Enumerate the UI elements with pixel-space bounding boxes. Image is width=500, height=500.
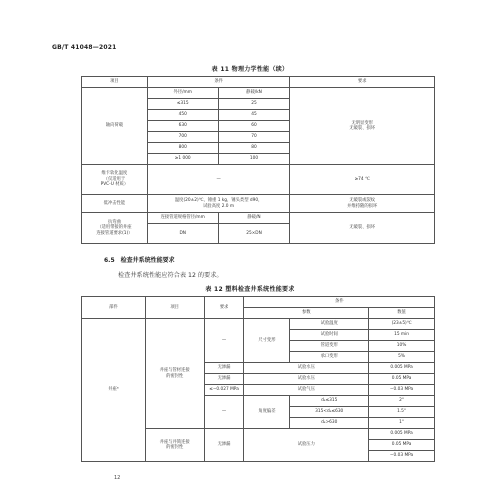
group1-dash: — [204,319,244,363]
impact-cond: 温度(20±2)℃，锤重 1 kg，锤头类型 d90， 试验高度 2.0 m [147,195,290,213]
group1-item: 井座与管材连接 的密封性 [145,319,204,429]
vicat-cond: — [147,165,290,195]
table-cell: ≥1 000 [147,154,218,165]
table-cell: 315<dₑ≤630 [290,407,369,418]
col-param-header: 参数 [244,308,369,319]
table-cell: 承口变形 [290,352,369,363]
table-cell: 80 [218,143,290,154]
table-cell: 60 [218,121,290,132]
col-part-header: 部件 [82,297,146,319]
section-heading: 6.5 检查井系统性能要求 [104,257,175,264]
table-cell: ≤−0.027 MPa [204,385,244,396]
axial-req: 无明显变形 无破裂、损坏 [290,88,435,165]
table-cell: −0.03 MPa [369,385,435,396]
ring-item: 抗弯曲 （适用带接的井座 连接管道要求(1)） [82,213,148,244]
col-item-header: 项目 [145,297,204,319]
col-cond-header: 条件 [244,297,435,308]
standard-header: GB/T 41048—2021 [52,44,117,51]
table-cell: 试验温度 [290,319,369,330]
table-cell: 700 [147,132,218,143]
group2-req: 无渗漏 [204,429,244,462]
col-req-header: 要求 [204,297,244,319]
table-cell: 0.005 MPa [369,363,435,374]
table-cell: −0.03 MPa [369,451,435,462]
table-cell: 1.5° [369,407,435,418]
group1-deform: 尺寸变形 [244,319,290,363]
angle-dash: — [204,396,244,429]
impact-req: 无破裂或裂纹 并维持随的损坏 [290,195,435,213]
table-cell: 0.05 MPa [369,374,435,385]
angle-label: 角度偏差 [244,396,290,429]
table-cell: 45 [218,110,290,121]
col-item-header: 项目 [82,77,148,88]
table-12-caption: 表 12 塑料检查井系统性能要求 [205,286,295,293]
table-12 [81,296,435,462]
ring-subhead-load: 静载/N [218,213,290,224]
table-cell: 450 [147,110,218,121]
table-cell: 100 [218,154,290,165]
group2-param: 试验压力 [244,429,369,462]
table-cell: 1° [369,418,435,429]
table-cell: 试验气压 [244,385,369,396]
table-cell: 630 [147,121,218,132]
table-11-caption: 表 11 物理力学性能（续） [211,66,289,73]
table-cell: 试验水压 [244,374,369,385]
table-cell: dₑ>630 [290,418,369,429]
col-value-header: 数值 [369,308,435,319]
table-cell: 10% [369,341,435,352]
table-cell: 0.05 MPa [369,440,435,451]
impact-item: 低冲击性能 [82,195,148,213]
vicat-req: ≥74 ℃ [290,165,435,195]
table-cell: 70 [218,132,290,143]
table-cell: 试验水压 [244,363,369,374]
axial-load-item: 轴向荷载 [82,88,148,165]
table-cell: 15 min [369,330,435,341]
table-cell: 25 [218,99,290,110]
table-cell: 无渗漏 [204,374,244,385]
table-cell: 无渗漏 [204,363,244,374]
table-cell: 0.005 MPa [369,429,435,440]
table-cell: 试验时间 [290,330,369,341]
table-cell: 5% [369,352,435,363]
page-number: 12 [114,475,121,481]
subhead-dn: 外径/mm [147,88,218,99]
table-cell: DN [147,224,218,244]
table-cell: dₑ≤315 [290,396,369,407]
table-cell: (23±5)℃ [369,319,435,330]
col-req-header: 要求 [290,77,435,88]
section-paragraph: 检查井系统性能应符合表 12 的要求。 [118,272,223,279]
ring-req: 无破裂、损坏 [290,213,435,244]
table-cell: ≤315 [147,99,218,110]
table-cell: 25×DN [218,224,290,244]
table-cell: 800 [147,143,218,154]
table-cell: 管道变形 [290,341,369,352]
table-11 [81,76,435,244]
part-name: 井座ᵃ [82,319,146,462]
ring-subhead-pipe: 连接管道规格管径/mm [147,213,218,224]
vicat-item: 维卡软化温度 （仅适用于 PVC-U 材质） [82,165,148,195]
col-cond-header: 条件 [147,77,290,88]
subhead-load: 静载/kN [218,88,290,99]
group2-item: 井座与井筒连接 的密封性 [145,429,204,462]
table-cell: 2° [369,396,435,407]
